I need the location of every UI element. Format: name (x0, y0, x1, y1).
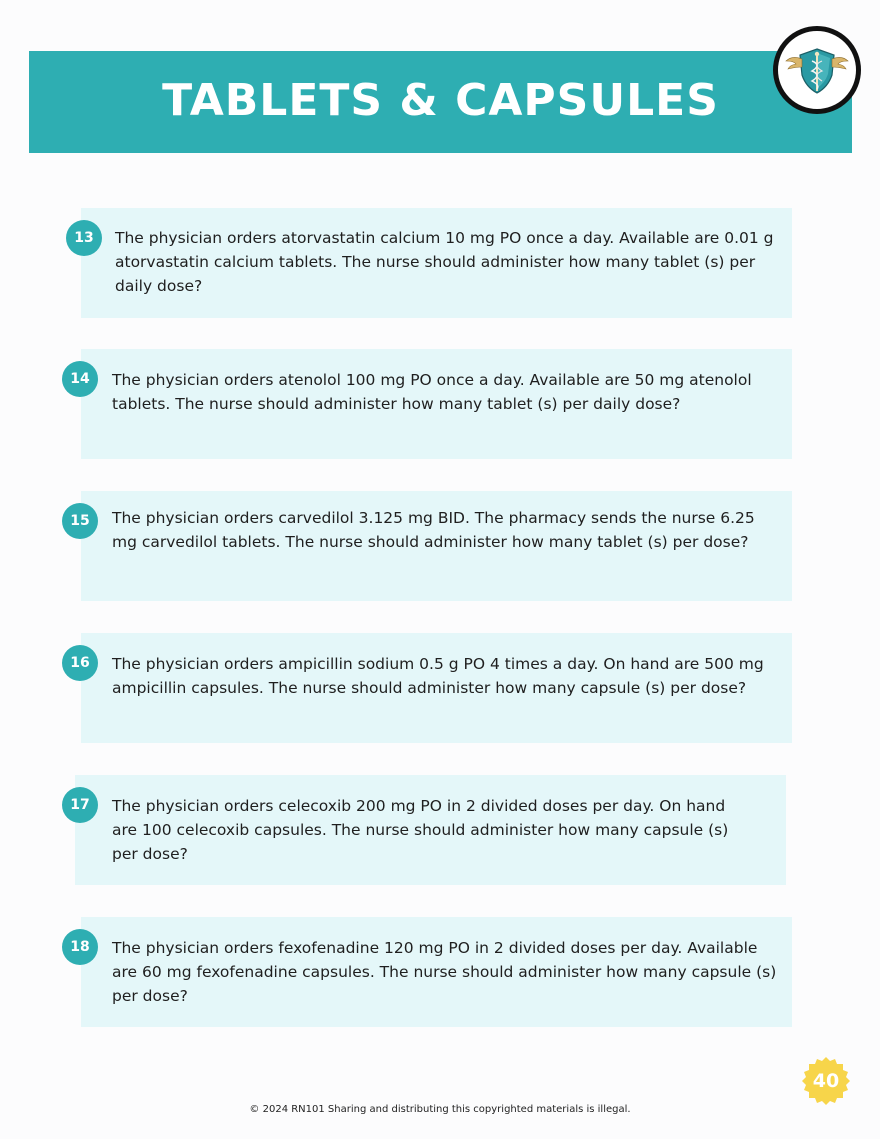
question-card-18 (70, 917, 792, 1027)
question-card-13 (74, 208, 792, 318)
question-text: The physician orders ampicillin sodium 0.5 g PO 4 times a day. On hand are 500 mg ampicillin capsules. The nurse should administer how many capsule (s) per dose? (112, 655, 764, 697)
question-text: The physician orders atorvastatin calcium 10 mg PO once a day. Available are 0.01 g atorvastatin calcium tablets. The nurse should administer how many tablet (s) per daily dose? (115, 229, 774, 295)
page-title: TABLETS & CAPSULES (162, 74, 719, 126)
question-text: The physician orders atenolol 100 mg PO once a day. Available are 50 mg atenolol tablets. The nurse should administer how many tablet (s) per daily dose? (112, 371, 752, 413)
question-text: The physician orders carvedilol 3.125 mg BID. The pharmacy sends the nurse 6.25 mg carvedilol tablets. The nurse should administer how many tablet (s) per dose? (112, 509, 755, 551)
question-text: The physician orders celecoxib 200 mg PO in 2 divided doses per day. On hand are 100 celecoxib capsules. The nurse should administer how many capsule (s) per dose? (112, 797, 729, 863)
question-number-badge: 13 (66, 220, 102, 256)
caduceus-shield-icon (778, 31, 856, 109)
page-number-badge (801, 1056, 851, 1106)
question-card-16 (70, 633, 792, 743)
question-card-14 (70, 349, 792, 459)
question-card-15 (70, 491, 792, 601)
question-number-badge: 18 (62, 929, 98, 965)
page-number: 40 (812, 1070, 840, 1092)
title-banner (29, 51, 852, 153)
copyright-footer: © 2024 RN101 Sharing and distributing this copyrighted materials is illegal. (249, 1104, 631, 1115)
question-number-badge: 17 (62, 787, 98, 823)
question-number-badge: 16 (62, 645, 98, 681)
logo (773, 26, 861, 114)
question-number-badge: 14 (62, 361, 98, 397)
question-text: The physician orders fexofenadine 120 mg PO in 2 divided doses per day. Available are 60 mg fexofenadine capsules. The nurse should administer how many capsule (s) per dose? (112, 939, 777, 1005)
question-card-17 (70, 775, 786, 885)
question-number-badge: 15 (62, 503, 98, 539)
